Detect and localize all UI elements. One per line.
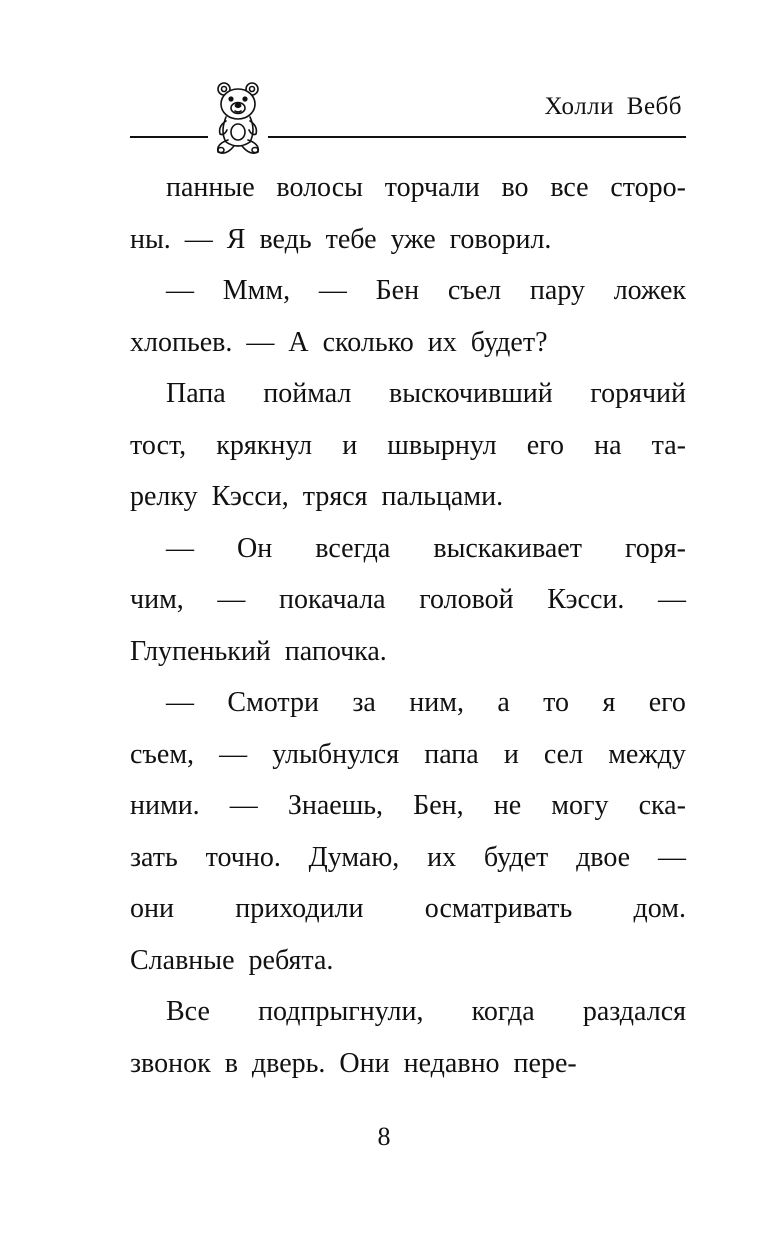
page-number: 8 <box>377 1122 391 1151</box>
teddy-bear-icon <box>208 80 270 160</box>
text-line: — Смотри за ним, а то я его <box>166 687 686 718</box>
paragraph <box>130 265 686 368</box>
running-title: Холли Вебб <box>544 93 682 120</box>
text-line: релку Кэсси, тряся пальцами. <box>130 481 504 512</box>
text-line: ны. — Я ведь тебе уже говорил. <box>130 223 552 255</box>
header-rule-right <box>268 136 686 138</box>
text-line: они приходили осматривать дом. <box>130 893 686 924</box>
text-line: зать точно. Думаю, их будет двое — <box>130 841 686 873</box>
text-line: чим, — покачала головой Кэсси. — <box>130 584 686 615</box>
body-text <box>130 162 686 1089</box>
paragraph <box>130 677 686 986</box>
text-line: — Ммм, — Бен съел пару ложек <box>166 275 686 306</box>
text-line: — Он всегда выскакивает горя- <box>166 532 686 564</box>
paragraph <box>130 523 686 678</box>
header-rule-left <box>130 136 208 138</box>
text-line: Глупенький папочка. <box>130 635 387 667</box>
running-header <box>130 78 686 168</box>
text-line: Все подпрыгнули, когда раздался <box>166 996 686 1027</box>
text-line: хлопьев. — А сколько их будет? <box>130 326 548 358</box>
text-line: съем, — улыбнулся папа и сел между <box>130 738 686 770</box>
paragraph <box>130 162 686 265</box>
text-line: панные волосы торчали во все сторо- <box>166 172 686 203</box>
text-line: Славные ребята. <box>130 944 334 976</box>
paragraph <box>130 986 686 1089</box>
text-line: звонок в дверь. Они недавно пере- <box>130 1047 577 1079</box>
paragraph <box>130 368 686 523</box>
text-line: тост, крякнул и швырнул его на та- <box>130 429 686 461</box>
text-line: Папа поймал выскочивший горячий <box>166 378 686 409</box>
text-line: ними. — Знаешь, Бен, не могу ска- <box>130 790 686 821</box>
